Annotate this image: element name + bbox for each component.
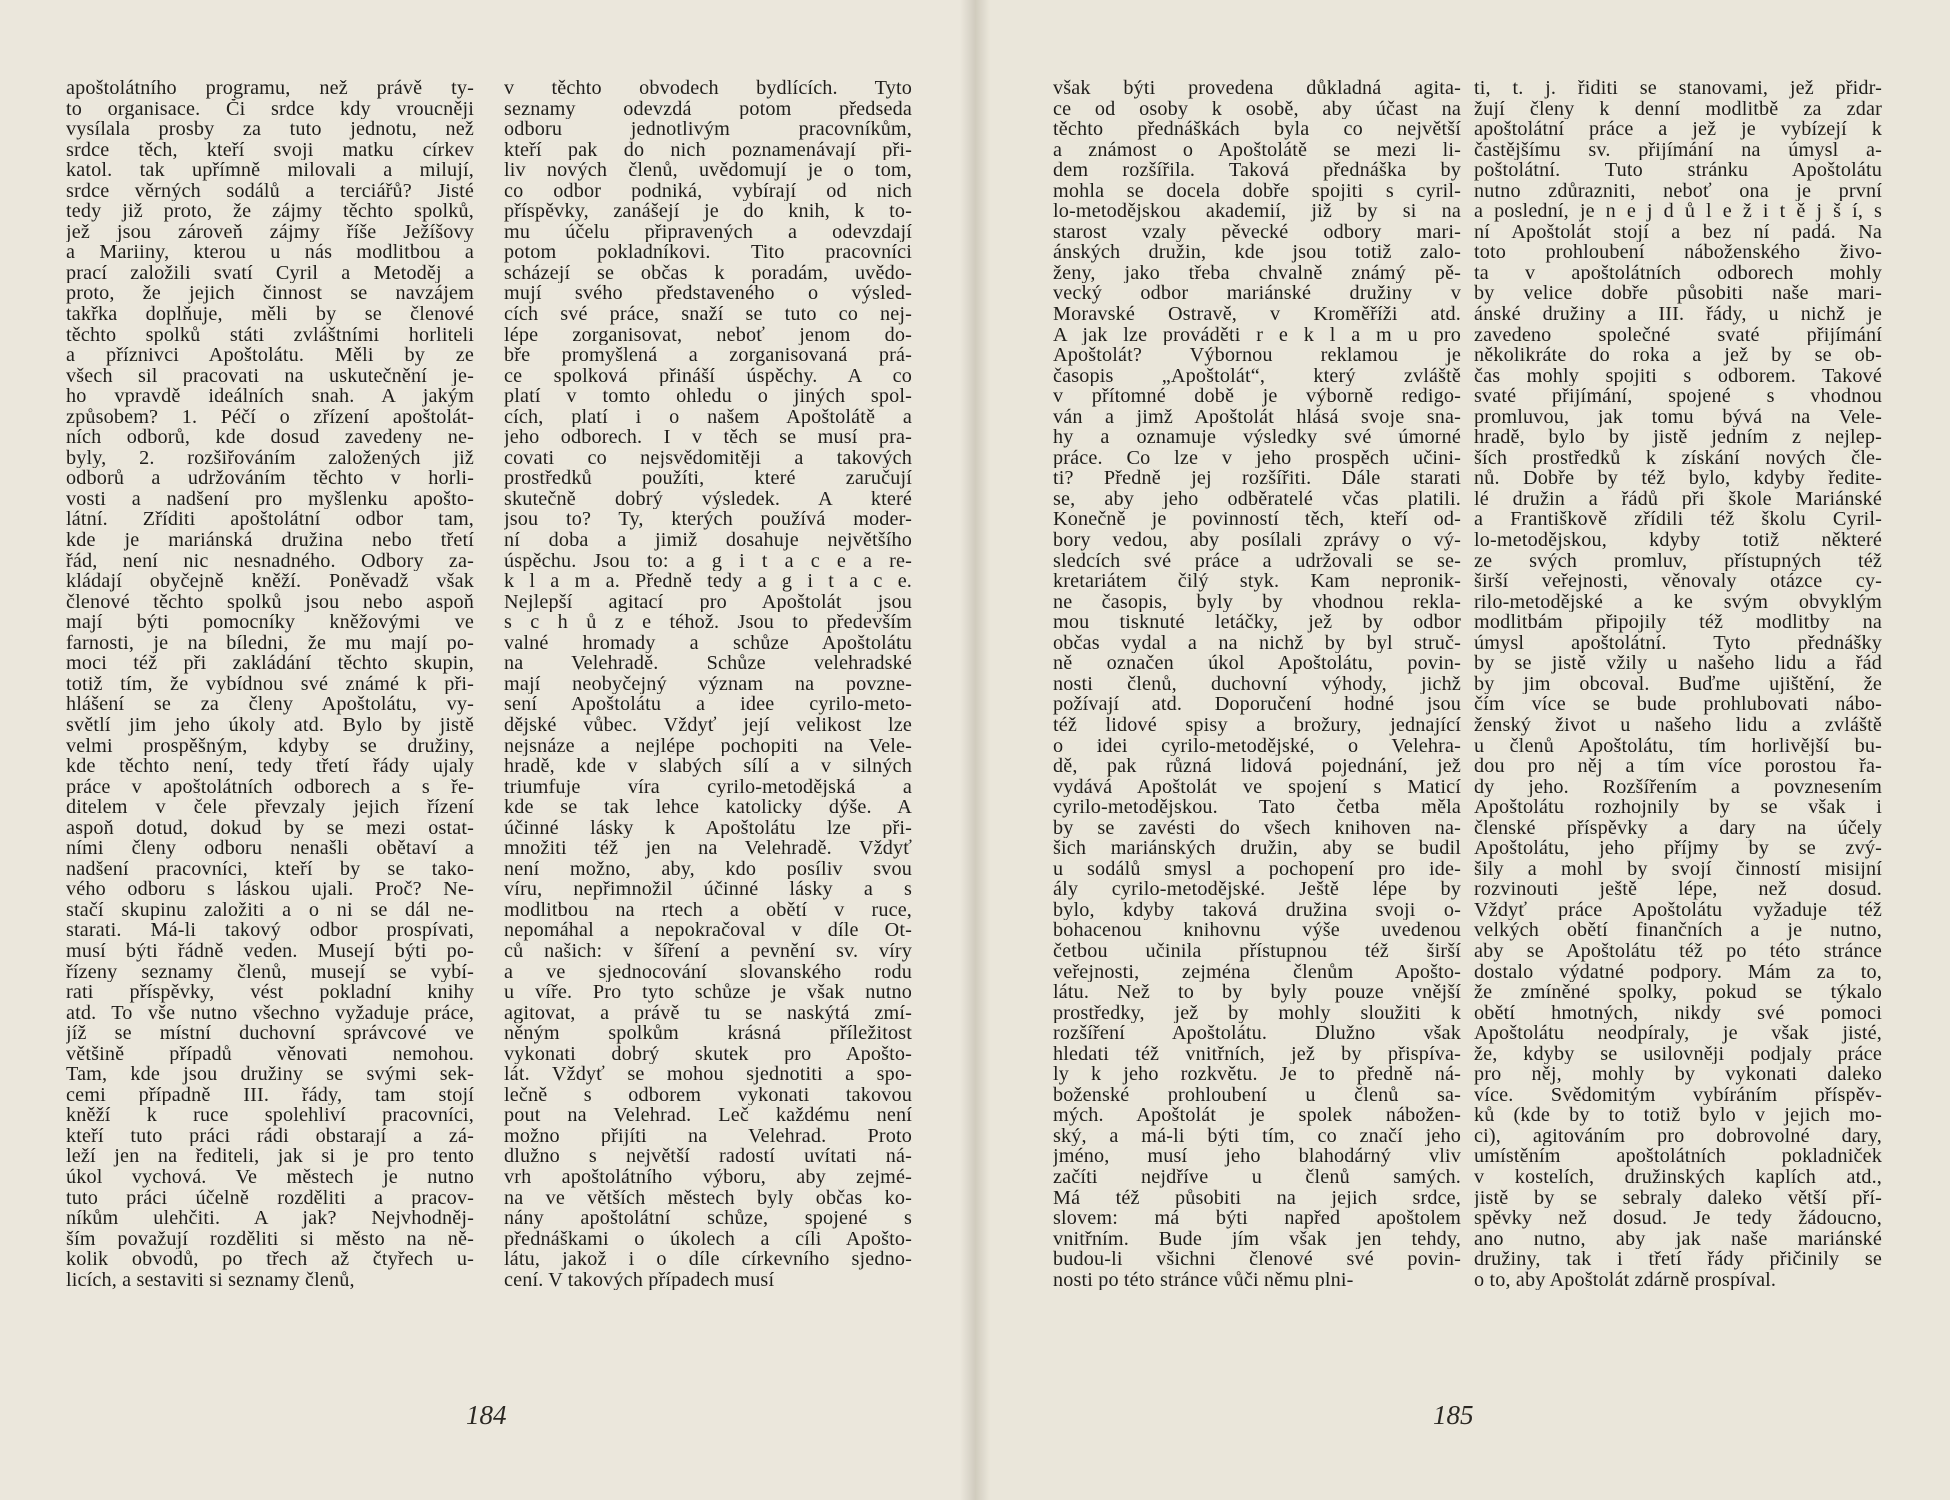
text-line: lo-metodějskou akademií, již by si na [1053,201,1461,222]
text-line: v těchto obvodech bydlících. Tyto [504,78,912,99]
text-line: dějské vůbec. Vždyť její velikost lze [504,714,912,736]
text-line: vnitřním. Bude jím však jen tehdy, [1053,1228,1461,1250]
left-page-column-1 [66,78,474,1290]
text-line: kteří tuto práci rádi obstarají a zá- [66,1125,474,1147]
text-line: cyrilo-metodějskou. Tato četba měla [1053,797,1461,818]
text-line: ních odborů, kde dosud zavedeny ne- [66,427,474,448]
text-line: látu, jakož i o díle církevního sjedno- [504,1249,912,1270]
text-line: požívají atd. Doporučení hodné jsou [1053,694,1461,715]
text-line: mají býti pomocníky kněžovými ve [66,612,474,633]
text-line: též lidové spisy a brožury, jednající [1053,714,1461,736]
text-line: kde je mariánská družina nebo třetí [66,530,474,551]
text-line: víru, nepřimnožil účinné lásky a s [504,879,912,900]
text-line: časopis „Apoštolát“, který zvláště [1053,365,1461,387]
text-line: se, aby jeho odběratelé včas platili. [1053,488,1461,510]
book-gutter [960,0,990,1500]
text-line: modlitbám připojily též modlitby na [1474,612,1882,633]
text-line: šily a mohl by svojí činností misijní [1474,858,1882,880]
text-line: ván a jimž Apoštolát hlásá svoje sna- [1053,406,1461,428]
text-line: modlitbou na rtech a obětí v ruce, [504,899,912,921]
text-line: odboru jednotlivým pracovníkům, [504,119,912,140]
text-line: Moravské Ostravě, v Kroměříži atd. [1053,304,1461,325]
text-line: totiž tím, že vybídnou své známé k při- [66,673,474,695]
text-line: triumfuje víra cyrilo-metodějská a [504,776,912,798]
text-line: seznamy odevzdá potom předseda [504,98,912,120]
text-line: valné hromady a schůze Apoštolátu [504,632,912,654]
text-line: proto, že jejich činnost se navzájem [66,283,474,305]
text-line: by velice dobře působiti naše mari- [1474,283,1882,305]
text-line: ánských družin, kde jsou totiž zalo- [1053,242,1461,263]
text-line: s c h ů z e téhož. Jsou to především [504,612,912,633]
text-line: nány apoštolátní schůze, spojené s [504,1208,912,1229]
text-line: ními členy odboru nenašli obětaví a [66,838,474,859]
text-line: mou tisknuté letáčky, jež by odbor [1053,612,1461,633]
text-line: cích své práce, snaží se tuto co nej- [504,304,912,325]
text-line: u členů Apoštolátu, tím horlivější bu- [1474,735,1882,757]
text-line: lé družin a řádů při škole Mariánské [1474,488,1882,510]
text-line: tuto práci účelně rozděliti a pracov- [66,1187,474,1209]
text-line: apoštolátní práce a jež je vybízejí k [1474,119,1882,140]
text-line: mohla se docela dobře spojiti s cyril- [1053,180,1461,202]
text-line: obětí hmotných, nikdy své pomoci [1474,1002,1882,1024]
text-line: kteří pak do nich poznamenávají při- [504,139,912,161]
text-line: hledati též vnitřních, jež by přispíva- [1053,1043,1461,1065]
text-line: ánské družiny a III. řády, u nichž je [1474,304,1882,325]
left-page-column-2 [504,78,912,1290]
text-line: k l a m a. Předně tedy a g i t a c e. [504,571,912,592]
text-line: Tam, kde jsou družiny se svými sek- [66,1064,474,1085]
text-line: aspoň dotud, dokud by se mezi ostat- [66,817,474,839]
text-line: bohacenou knihovnu výše uvedenou [1053,920,1461,941]
text-line: mují svého představeného o výsled- [504,283,912,305]
text-line: bory vedou, aby posílali zprávy o vý- [1053,530,1461,551]
text-line: o to, aby Apoštolát zdárně prospíval. [1474,1269,1777,1291]
text-line: četbou učinila přístupnou též širší [1053,940,1461,962]
text-line: dlužno s největší radostí uvítati ná- [504,1146,912,1167]
text-line: nů. Dobře by též bylo, kdyby ředite- [1474,468,1882,489]
text-line: žují členy k denní modlitbě za zdar [1474,98,1882,120]
page-number-right: 185 [1433,1400,1474,1430]
text-line: hlášení se za členy Apoštolátu, vy- [66,694,474,715]
text-line: ní doba a jimiž dosahuje největšího [504,530,912,551]
text-line: ci), agitováním pro dobrovolné dary, [1474,1125,1882,1147]
text-line: kněží k ruce spolehliví pracovníci, [66,1105,474,1126]
text-line: dou pro něj a tím více porostou řa- [1474,756,1882,777]
text-line: mu účelu připravených a odevzdají [504,221,912,243]
text-line: lépe zorganisovat, neboť jenom do- [504,324,912,346]
text-line: slovem: má býti napřed apoštolem [1053,1208,1461,1229]
text-line: čím více se bude prohlubovati nábo- [1474,694,1882,715]
text-line: bylo, kdyby taková družina svoji o- [1053,899,1461,921]
text-line: leží jen na řediteli, jak si je pro tento [66,1146,474,1167]
text-line: občas vydal a na nichž by byl struč- [1053,632,1461,654]
text-line: ce spolková přináší úspěchy. A co [504,365,912,387]
text-line: prostředky, jež by mohly sloužiti k [1053,1002,1461,1024]
text-line: Konečně je povinností těch, kteří od- [1053,509,1461,531]
text-line: moci též při zakládání těchto skupin, [66,653,474,674]
text-line: licích, a sestaviti si seznamy členů, [66,1269,355,1291]
text-line: a Františkově zřídili též školu Cyril- [1474,509,1882,531]
text-line: by se jistě vžily u našeho lidu a řád [1474,653,1882,674]
text-line: kretariátem čilý styk. Kam nepronik- [1053,571,1461,592]
text-line: sledcích své práce a udržovali se se- [1053,550,1461,572]
text-line: těchto přednáškách byla co největší [1053,119,1461,140]
text-line: účinné lásky k Apoštolátu lze při- [504,817,912,839]
text-line: lo-metodějskou, kdyby totiž některé [1474,530,1882,551]
text-line: mají neobyčejný význam na povzne- [504,673,912,695]
text-line: sení Apoštolátu a idee cyrilo-meto- [504,694,912,715]
text-line: družiny, tak i třetí řády přičinily se [1474,1249,1882,1270]
text-line: vykonati dobrý skutek pro Apošto- [504,1043,912,1065]
text-line: ženy, jako třeba chvalně známý pě- [1053,262,1461,284]
text-line: jež jsou zároveň zájmy říše Ježíšovy [66,221,474,243]
text-line: kolik obvodů, po třech až čtyřech u- [66,1249,474,1270]
text-line: veřejnosti, zejména členům Apošto- [1053,961,1461,983]
text-line: pout na Velehrad. Leč každému není [504,1105,912,1126]
text-line: ály cyrilo-metodějské. Ještě lépe by [1053,879,1461,900]
text-line: hradě, bylo by jistě jedním z nejlep- [1474,427,1882,448]
text-line: jistě by se sebraly daleko větší pří- [1474,1187,1882,1209]
text-line: členské příspěvky a dary na účely [1474,817,1882,839]
text-line: ní Apoštolát stojí a bez ní padá. Na [1474,221,1882,243]
text-line: jíž se místní duchovní správcové ve [66,1023,474,1044]
text-line: stačí skupinu založiti a o ni se dál ne- [66,899,474,921]
text-line: na Velehradě. Schůze velehradské [504,653,912,674]
text-line: mých. Apoštolát je spolek nábožen- [1053,1105,1461,1126]
text-line: u víře. Pro tyto schůze je však nutno [504,982,912,1003]
text-line: a poslední, je n e j d ů l e ž i t ě j š í, s [1474,201,1882,222]
text-line: úmysl apoštolátní. Tyto přednášky [1474,632,1882,654]
text-line: přednáškami o úkolech a cíli Apošto- [504,1228,912,1250]
text-line: světlí jim jeho úkoly atd. Bylo by jistě [66,714,474,736]
text-line: musí býti řádně veden. Musejí býti po- [66,940,474,962]
text-line: prací založili svatí Cyril a Metoděj a [66,262,474,284]
text-line: dy jeho. Rozšířením a povznesením [1474,776,1882,798]
text-line: ta v apoštolátních odborech mohly [1474,262,1882,284]
text-line: prostředků použíti, které zaručují [504,468,912,489]
text-line: níkům ulehčiti. A jak? Nejvhodněj- [66,1208,474,1229]
text-line: katol. tak upřímně milovali a milují, [66,160,474,181]
text-line: častějšímu sv. přijímání na úmysl a- [1474,139,1882,161]
text-line: starati. Má-li takový odbor prospívati, [66,920,474,941]
text-line: většině případů věnovati nemohou. [66,1043,474,1065]
text-line: ly k jeho rozkvětu. Je to předně ná- [1053,1064,1461,1085]
text-line: v přítomné době je výborně redigo- [1053,386,1461,407]
text-line: cení. V takových případech musí [504,1269,775,1291]
text-line: dem rozšířila. Taková přednáška by [1053,160,1461,181]
text-line: atd. To vše nutno všechno vyžaduje práce, [66,1002,474,1024]
text-line: rozšíření Apoštolátu. Dlužno však [1053,1023,1461,1044]
text-line: rilo-metodějské a ke svým obvyklým [1474,591,1882,613]
text-line: cemi případně III. řády, tam stojí [66,1084,474,1106]
text-line: rozvinouti ještě lépe, než dosud. [1474,879,1882,900]
text-line: ků (kde by to totiž bylo v jejich mo- [1474,1105,1882,1126]
text-line: kde těchto není, tedy třetí řády ujaly [66,756,474,777]
text-line: lát. Vždyť se mohou sjednotiti a spo- [504,1064,912,1085]
text-line: platí v tomto ohledu o jiných spol- [504,386,912,407]
text-line: v kostelích, družinských kaplích atd., [1474,1166,1882,1188]
text-line: práce v apoštolátních odborech a s ře- [66,776,474,798]
text-line: kládají obyčejně kněží. Poněvadž však [66,571,474,592]
text-line: ti? Předně jej rozšířiti. Dále starati [1053,468,1461,489]
text-line: množiti též jen na Velehradě. Vždyť [504,838,912,859]
text-line: Apoštolátu neodpíraly, je však jisté, [1474,1023,1882,1044]
text-line: širší veřejnosti, věnovaly otázce cy- [1474,571,1882,592]
text-line: vrh apoštolátního výboru, aby zejmé- [504,1166,912,1188]
text-line: a ve sjednocování slovanského rodu [504,961,912,983]
text-line: covati co nejsvědomitěji a takových [504,447,912,469]
text-line: takřka doplňuje, měli by se členové [66,304,474,325]
text-line: cích, platí i o našem Apoštolátě a [504,406,912,428]
text-line: a známost o Apoštolátě se mezi li- [1053,139,1461,161]
text-line: nosti členů, duchovní výhody, jichž [1053,673,1461,695]
text-line: však býti provedena důkladná agita- [1053,78,1461,99]
text-line: farnosti, je na bíledni, že mu mají po- [66,632,474,654]
page-number-left: 184 [466,1400,507,1430]
text-line: tedy již proto, že zájmy těchto spolků, [66,201,474,222]
text-line: na ve větších městech byly občas ko- [504,1187,912,1209]
right-page-column-1 [1053,78,1461,1290]
text-line: rati příspěvky, vést pokladní knihy [66,982,474,1003]
text-line: agitovat, a právě tu se naskýtá zmí- [504,1002,912,1024]
text-line: to organisace. Či srdce kdy vroucněji [66,98,474,120]
text-line: co odbor podniká, vybírají od nich [504,180,912,202]
text-line: Nejlepší agitací pro Apoštolát jsou [504,591,912,613]
text-line: Apoštolátu rozhojnily by se však i [1474,797,1882,818]
text-line: by se zavésti do všech knihoven na- [1053,817,1461,839]
text-line: několikráte do roka a jež by se ob- [1474,345,1882,366]
text-line: poštolátní. Tuto stránku Apoštolátu [1474,160,1882,181]
text-line: látní. Zříditi apoštolátní odbor tam, [66,509,474,531]
text-line: zavedeno společné svaté přijímání [1474,324,1882,346]
text-line: velmi prospěšným, kdyby se družiny, [66,735,474,757]
text-line: způsobem? 1. Péčí o zřízení apoštolát- [66,406,474,428]
text-line: srdce věrných sodálů a terciářů? Jisté [66,180,474,202]
text-line: hradě, kde v slabých sílí a v silných [504,756,912,777]
text-line: začíti nejdříve u členů samých. [1053,1166,1461,1188]
right-page-column-2 [1474,78,1882,1290]
text-line: něným spolkům krásná příležitost [504,1023,912,1044]
text-line: bře promyšlená a zorganisovaná prá- [504,345,912,366]
text-line: těchto spolků státi zvláštními horliteli [66,324,474,346]
text-line: by jim obcoval. Buďme ujištění, že [1474,673,1882,695]
text-line: a Mariiny, kterou u nás modlitbou a [66,242,474,263]
text-line: dě, pak různá lidová pojednání, jež [1053,756,1461,777]
text-line: ti, t. j. řiditi se stanovami, jež přidr- [1474,78,1882,99]
text-line: Má též působiti na jejich srdce, [1053,1187,1461,1209]
text-line: velkých obětí finančních a je nutno, [1474,920,1882,941]
text-line: není možno, aby, kdo posíliv svou [504,858,912,880]
text-line: jsou to? Ty, kterých používá moder- [504,509,912,531]
text-line: vecký odbor mariánské družiny v [1053,283,1461,305]
text-line: A jak lze prováděti r e k l a m u pro [1053,324,1461,346]
text-line: že zmíněné spolky, pokud se týkalo [1474,982,1882,1003]
text-line: jméno, musí jeho blahodárný vliv [1053,1146,1461,1167]
text-line: úspěchu. Jsou to: a g i t a c e a re- [504,550,912,572]
text-line: toto prohloubení náboženského živo- [1474,242,1882,263]
text-line: nosti po této stránce vůči němu plni- [1053,1269,1354,1291]
text-line: o idei cyrilo-metodějské, o Velehra- [1053,735,1461,757]
text-line: svaté přijímání, spojené s vhodnou [1474,386,1882,407]
text-line: práce. Co lze v jeho prospěch učini- [1053,447,1461,469]
text-line: příspěvky, zanášejí je do knih, k to- [504,201,912,222]
text-line: starost vzaly pěvecké odbory mari- [1053,221,1461,243]
text-line: ce od osoby k osobě, aby účast na [1053,98,1461,120]
text-line: nutno zdůrazniti, neboť ona je první [1474,180,1882,202]
text-line: skutečně dobrý výsledek. A které [504,488,912,510]
text-line: scházejí se občas k poradám, uvědo- [504,262,912,284]
text-line: že, kdyby se usilovněji podjaly práce [1474,1043,1882,1065]
text-line: a příznivci Apoštolátu. Měli by ze [66,345,474,366]
text-line: spěvky než dosud. Je tedy žádoucno, [1474,1208,1882,1229]
text-line: ším považují rozděliti si město na ně- [66,1228,474,1250]
text-line: všech sil pracovati na uskutečnění je- [66,365,474,387]
text-line: boženské prohloubení u členů sa- [1053,1084,1461,1106]
text-line: nepomáhal a nepokračoval v díle Ot- [504,920,912,941]
text-line: liv nových členů, uvědomují je o tom, [504,160,912,181]
text-line: odborů a udržováním těchto v horli- [66,468,474,489]
text-line: dostalo výdatné podpory. Mám za to, [1474,961,1882,983]
text-line: řád, není nic nesnadného. Odbory za- [66,550,474,572]
text-line: látu. Než to by byly pouze vnější [1053,982,1461,1003]
text-line: promluvou, jak tomu bývá na Vele- [1474,406,1882,428]
text-line: umístěním apoštolátních pokladniček [1474,1146,1882,1167]
text-line: řízeny seznamy členů, musejí se vybí- [66,961,474,983]
text-line: potom pokladníkovi. Tito pracovníci [504,242,912,263]
text-line: vydává Apoštolát ve spojení s Maticí [1053,776,1461,798]
text-line: ze svých promluv, přístupných též [1474,550,1882,572]
text-line: apoštolátního programu, než právě ty- [66,78,474,99]
text-line: ců našich: v šíření a pevnění sv. víry [504,940,912,962]
text-line: lečně s odborem vykonati takovou [504,1084,912,1106]
text-line: vosti a nadšení pro myšlenku apošto- [66,488,474,510]
text-line: nejsnáze a nejlépe pochopiti na Vele- [504,735,912,757]
text-line: byly, 2. rozšiřováním založených již [66,447,474,469]
text-line: ne časopis, byly by vhodnou rekla- [1053,591,1461,613]
text-line: nadšení pracovníci, kteří by se tako- [66,858,474,880]
text-line: více. Svědomitým vybíráním příspěv- [1474,1084,1882,1106]
text-line: srdce těch, kteří svoji matku církev [66,139,474,161]
text-line: Apoštolátu, jeho příjmy by se zvý- [1474,838,1882,859]
text-line: ženský život u našeho lidu a zvláště [1474,714,1882,736]
text-line: ský, a má-li býti tím, co značí jeho [1053,1125,1461,1147]
text-line: Apoštolát? Výbornou reklamou je [1053,345,1461,366]
text-line: možno přijíti na Velehrad. Proto [504,1125,912,1147]
text-line: vého odboru s láskou ujali. Proč? Ne- [66,879,474,900]
text-line: ších prostředků k získání nových čle- [1474,447,1882,469]
text-line: ho vpravdě ideálních snah. A jakým [66,386,474,407]
text-line: kde se tak lehce katolicky dýše. A [504,797,912,818]
text-line: ditelem v čele převzaly jejich řízení [66,797,474,818]
text-line: vysílala prosby za tuto jednotu, než [66,119,474,140]
text-line: ano nutno, aby jak naše mariánské [1474,1228,1882,1250]
text-line: úkol vychová. Ve městech je nutno [66,1166,474,1188]
text-line: pro něj, mohly by vykonati daleko [1474,1064,1882,1085]
text-line: jeho odborech. I v těch se musí pra- [504,427,912,448]
text-line: hy a oznamuje výsledky své úmorné [1053,427,1461,448]
text-line: čas mohly spojiti s odborem. Takové [1474,365,1882,387]
text-line: členové těchto spolků jsou nebo aspoň [66,591,474,613]
right-page [975,0,1950,1500]
text-line: budou-li všichni členové své povin- [1053,1249,1461,1270]
text-line: šich mariánských družin, aby se budil [1053,838,1461,859]
text-line: u sodálů smysl a pochopení pro ide- [1053,858,1461,880]
text-line: aby se Apoštolátu též po této stránce [1474,940,1882,962]
text-line: Vždyť práce Apoštolátu vyžaduje též [1474,899,1882,921]
text-line: ně označen úkol Apoštolátu, povin- [1053,653,1461,674]
